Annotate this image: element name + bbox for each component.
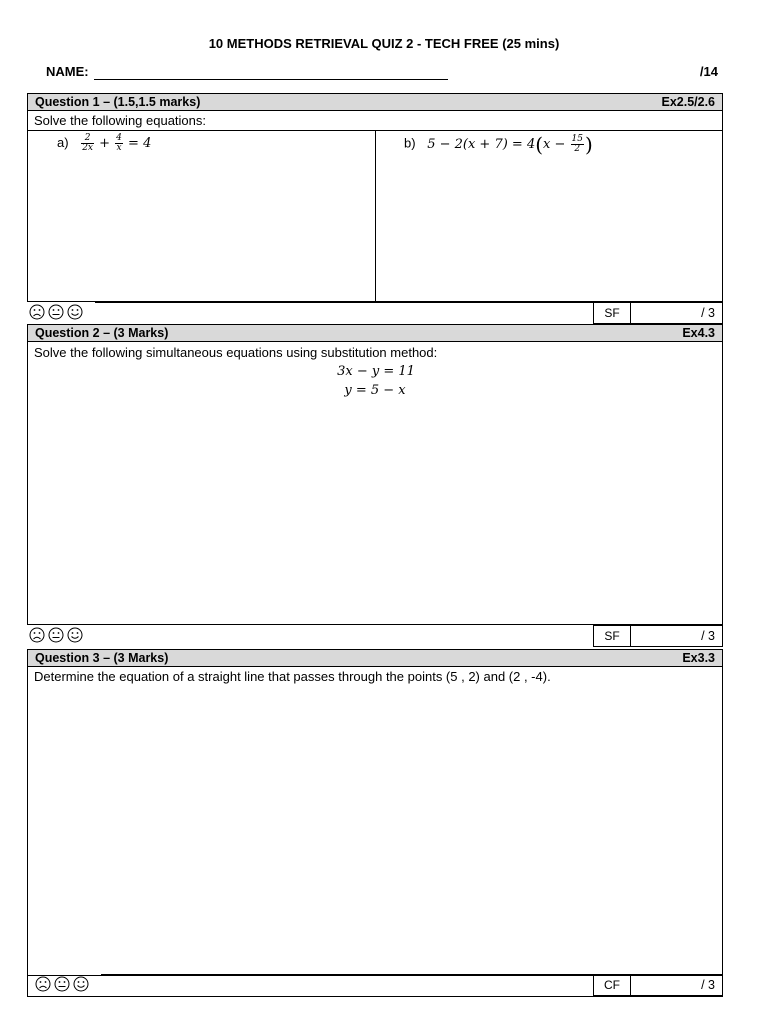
name-row bbox=[46, 64, 718, 84]
question-2-sf-label: SF bbox=[593, 625, 631, 647]
neutral-face-icon[interactable] bbox=[54, 976, 70, 992]
question-1-footer bbox=[27, 302, 723, 324]
happy-face-icon[interactable] bbox=[67, 304, 83, 320]
neutral-face-icon[interactable] bbox=[48, 304, 64, 320]
question-2-equation-2: y = 5 − x bbox=[344, 383, 406, 398]
question-3-footer bbox=[27, 974, 723, 996]
happy-face-icon[interactable] bbox=[67, 627, 83, 643]
question-1-sf-label: SF bbox=[593, 302, 631, 324]
question-3-reference: Ex3.3 bbox=[682, 651, 715, 665]
part-a-label: a) bbox=[57, 135, 69, 150]
sad-face-icon[interactable] bbox=[29, 627, 45, 643]
neutral-face-icon[interactable] bbox=[48, 627, 64, 643]
question-1-title: Question 1 – (1.5,1.5 marks) bbox=[35, 95, 201, 109]
question-1-part-a bbox=[57, 134, 151, 153]
question-2-footer bbox=[27, 625, 723, 647]
question-3-instruction: Determine the equation of a straight line that passes through the points (5 , 2) and (2 , -4). bbox=[34, 669, 551, 684]
name-field-line[interactable] bbox=[94, 79, 448, 80]
happy-face-icon[interactable] bbox=[73, 976, 89, 992]
question-3-faces bbox=[35, 976, 89, 992]
question-2-instruction: Solve the following simultaneous equations using substitution method: bbox=[34, 345, 438, 360]
question-3-answer-area[interactable] bbox=[27, 666, 723, 976]
equation-b: 5 − 2(x + 7) = 4(x − $\frac{15}{2}$ ) bbox=[427, 132, 593, 156]
page-bottom-line bbox=[27, 996, 723, 997]
question-2-equation-1: 3x − y = 11 bbox=[337, 364, 415, 379]
question-1-faces bbox=[29, 304, 83, 320]
sad-face-icon[interactable] bbox=[29, 304, 45, 320]
footer-line bbox=[101, 974, 595, 975]
question-3-header bbox=[27, 649, 723, 667]
sad-face-icon[interactable] bbox=[35, 976, 51, 992]
total-marks: /14 bbox=[699, 64, 718, 79]
question-1-part-a-answer-area[interactable] bbox=[27, 130, 376, 302]
quiz-title: 10 METHODS RETRIEVAL QUIZ 2 - TECH FREE (25 mins) bbox=[208, 36, 560, 51]
question-1-marks[interactable]: / 3 bbox=[630, 302, 723, 324]
question-1-instruction: Solve the following equations: bbox=[34, 113, 207, 128]
question-2-header bbox=[27, 324, 723, 342]
question-1-part-b bbox=[404, 132, 593, 156]
question-1-reference: Ex2.5/2.6 bbox=[661, 95, 715, 109]
part-b-label: b) bbox=[404, 135, 416, 151]
question-3-cf-label: CF bbox=[593, 974, 631, 996]
name-label: NAME: bbox=[46, 64, 89, 79]
question-3-marks[interactable]: / 3 bbox=[630, 974, 723, 996]
question-2-marks[interactable]: / 3 bbox=[630, 625, 723, 647]
footer-left-border bbox=[27, 974, 28, 996]
question-2-reference: Ex4.3 bbox=[682, 326, 715, 340]
question-3-title: Question 3 – (3 Marks) bbox=[35, 651, 169, 665]
footer-line bbox=[95, 302, 595, 303]
equation-a: $\frac{2}{2x}$ + $\frac{4}{x}$ = 4 bbox=[82, 133, 152, 153]
question-2-title: Question 2 – (3 Marks) bbox=[35, 326, 169, 340]
question-2-faces bbox=[29, 627, 83, 643]
question-1-header bbox=[27, 93, 723, 111]
